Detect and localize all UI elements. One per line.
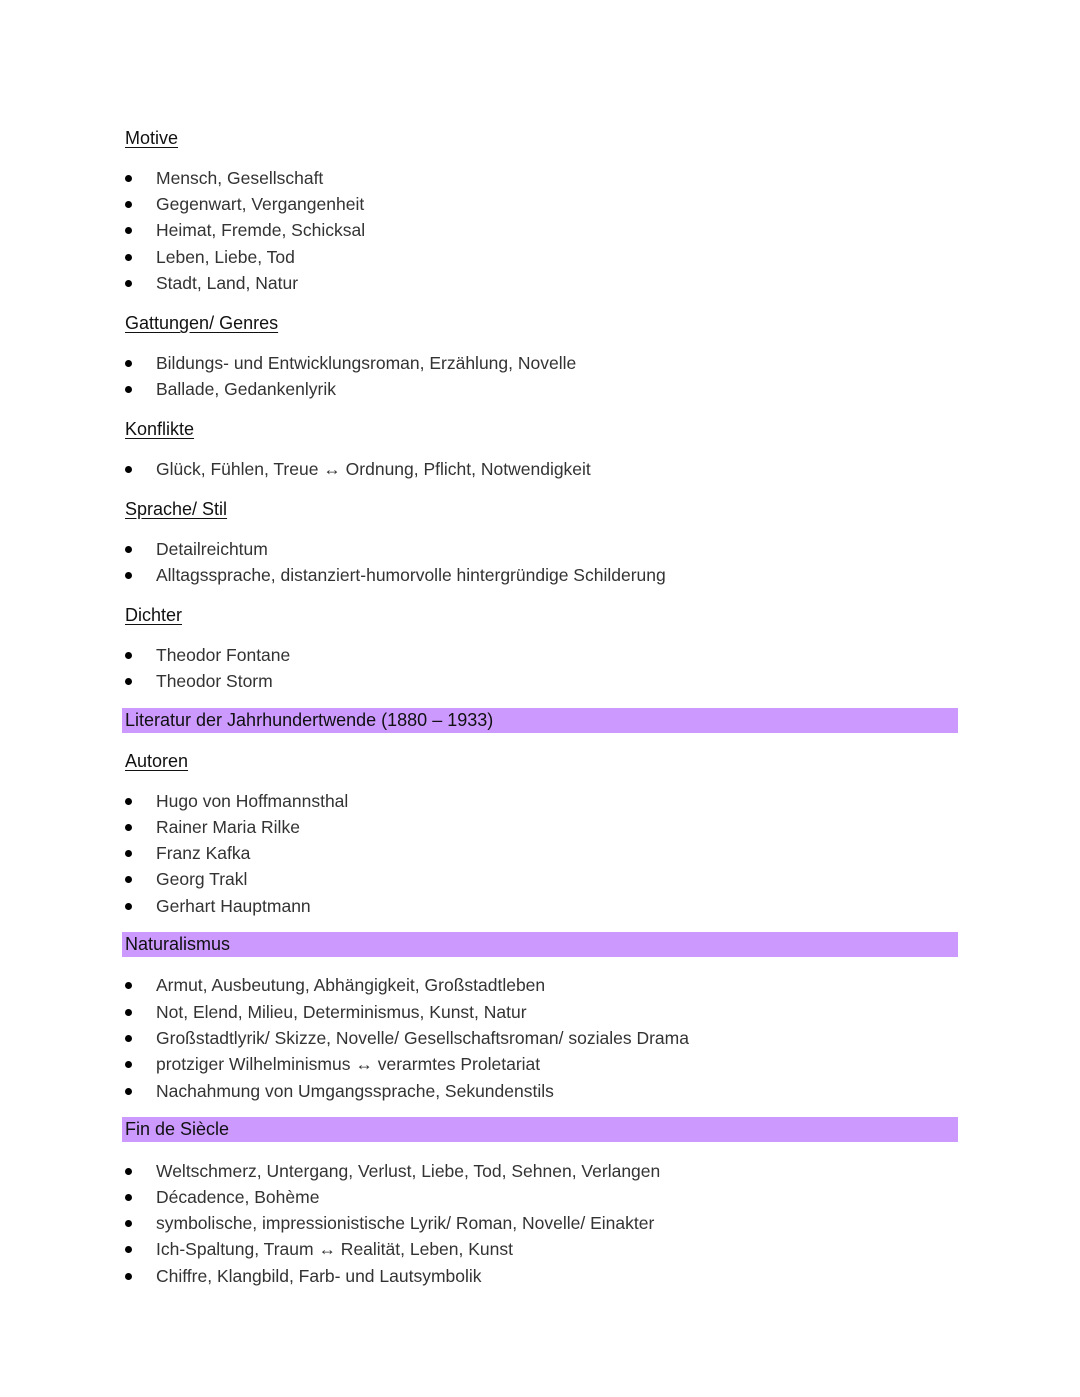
list-item: Weltschmerz, Untergang, Verlust, Liebe, Tod, Sehnen, Verlangen: [125, 1160, 660, 1182]
list-item: Mensch, Gesellschaft: [125, 167, 323, 189]
heading-dichter: Dichter: [125, 605, 183, 625]
list-item: Rainer Maria Rilke: [125, 816, 300, 838]
bullet-icon: [125, 1009, 132, 1016]
heading-gattungen: Gattungen/ Genres: [125, 313, 279, 333]
list-item: Theodor Fontane: [125, 644, 290, 666]
bullet-icon: [125, 280, 132, 287]
list-item: symbolische, impressionistische Lyrik/ Roman, Novelle/ Einakter: [125, 1212, 654, 1234]
bullet-icon: [125, 227, 132, 234]
bullet-icon: [125, 1194, 132, 1201]
bullet-icon: [125, 254, 132, 261]
bullet-icon: [125, 546, 132, 553]
list-item: Leben, Liebe, Tod: [125, 246, 295, 268]
list-item: Ballade, Gedankenlyrik: [125, 378, 336, 400]
list-item: Décadence, Bohème: [125, 1186, 319, 1208]
bullet-icon: [125, 824, 132, 831]
bullet-icon: [125, 1035, 132, 1042]
bullet-icon: [125, 850, 132, 857]
bullet-icon: [125, 572, 132, 579]
list-item: Hugo von Hoffmannsthal: [125, 790, 348, 812]
list-item: Gegenwart, Vergangenheit: [125, 193, 364, 215]
bullet-icon: [125, 201, 132, 208]
heading-motive: Motive: [125, 128, 179, 148]
list-item: Chiffre, Klangbild, Farb- und Lautsymbolik: [125, 1265, 482, 1287]
list-item: protziger Wilhelminismus ↔ verarmtes Proletariat: [125, 1053, 540, 1075]
bullet-icon: [125, 1246, 132, 1253]
bullet-icon: [125, 360, 132, 367]
list-item: Heimat, Fremde, Schicksal: [125, 219, 365, 241]
bullet-icon: [125, 1061, 132, 1068]
list-item: Not, Elend, Milieu, Determinismus, Kunst, Natur: [125, 1001, 527, 1023]
list-item: Gerhart Hauptmann: [125, 895, 311, 917]
list-item: Franz Kafka: [125, 842, 250, 864]
bullet-icon: [125, 678, 132, 685]
list-item: Nachahmung von Umgangssprache, Sekundenstils: [125, 1080, 554, 1102]
list-item: Armut, Ausbeutung, Abhängigkeit, Großstadtleben: [125, 974, 545, 996]
bullet-icon: [125, 175, 132, 182]
list-item: Großstadtlyrik/ Skizze, Novelle/ Gesellschaftsroman/ soziales Drama: [125, 1027, 689, 1049]
list-item: Bildungs- und Entwicklungsroman, Erzählung, Novelle: [125, 352, 576, 374]
bullet-icon: [125, 1220, 132, 1227]
bullet-icon: [125, 1088, 132, 1095]
list-item: Glück, Fühlen, Treue ↔ Ordnung, Pflicht, Notwendigkeit: [125, 458, 591, 480]
heading-konflikte: Konflikte: [125, 419, 195, 439]
bullet-icon: [125, 1273, 132, 1280]
bullet-icon: [125, 982, 132, 989]
bullet-icon: [125, 466, 132, 473]
heading-sprache-stil: Sprache/ Stil: [125, 499, 228, 519]
section-band-fin-de-siecle: Fin de Siècle: [122, 1117, 958, 1142]
heading-autoren: Autoren: [125, 751, 189, 771]
list-item: Theodor Storm: [125, 670, 273, 692]
list-item: Ich-Spaltung, Traum ↔ Realität, Leben, Kunst: [125, 1238, 513, 1260]
bullet-icon: [125, 903, 132, 910]
list-item: Detailreichtum: [125, 538, 268, 560]
bullet-icon: [125, 1168, 132, 1175]
list-item: Stadt, Land, Natur: [125, 272, 298, 294]
list-item: Alltagssprache, distanziert-humorvolle hintergründige Schilderung: [125, 564, 666, 586]
bullet-icon: [125, 386, 132, 393]
section-band-naturalismus: Naturalismus: [122, 932, 958, 957]
bullet-icon: [125, 798, 132, 805]
bullet-icon: [125, 876, 132, 883]
section-band-jahrhundertwende: Literatur der Jahrhundertwende (1880 – 1933): [122, 708, 958, 733]
list-item: Georg Trakl: [125, 868, 247, 890]
bullet-icon: [125, 652, 132, 659]
